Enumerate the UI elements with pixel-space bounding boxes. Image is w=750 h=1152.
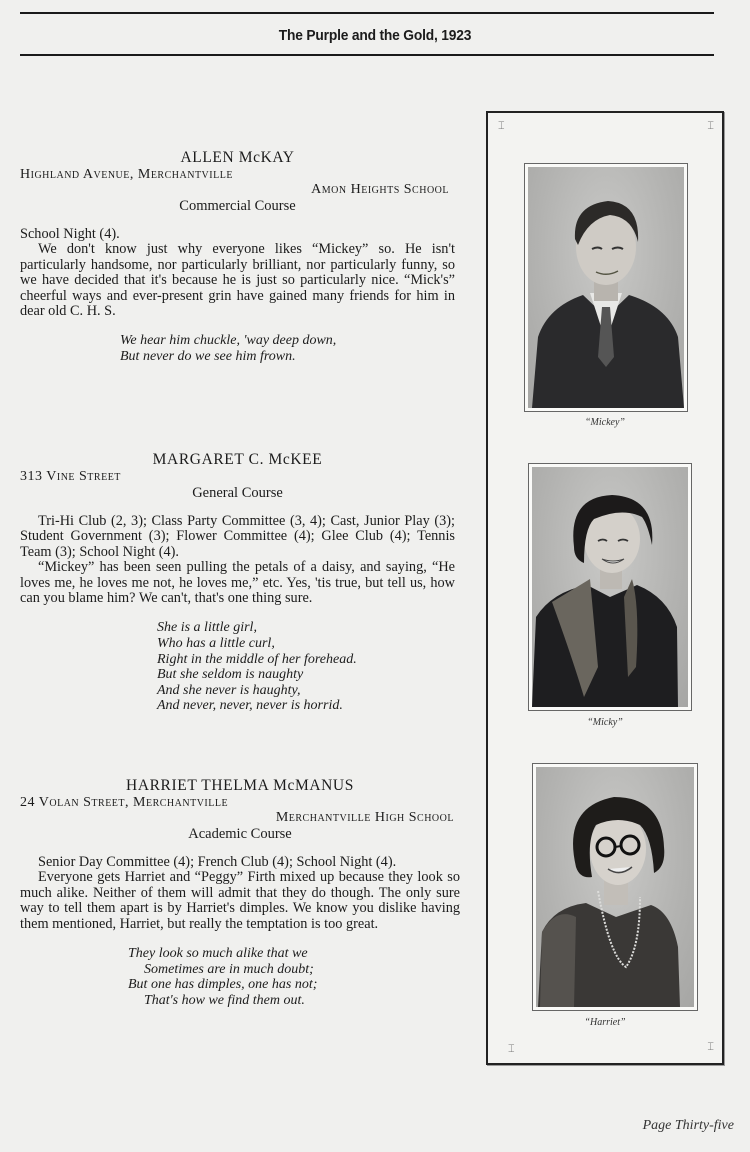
- portrait-photo-margaret-mckee: [528, 463, 692, 711]
- portrait-photo-harriet-mcmanus: [532, 763, 698, 1011]
- bio-paragraph: We don't know just why everyone likes “Mickey” so. He isn't particularly handsome, nor particularly brilliant, nor particularly funny, so we have decided that it's because he is just so particularly nice. “Mick's” cheerful ways and ever-present grin have gained many friends for him in dear old C. H. S.: [20, 241, 455, 320]
- poem-line: And never, never, never is horrid.: [157, 698, 343, 714]
- poem-line: Who has a little curl,: [157, 636, 275, 652]
- senior-entry-harriet-mcmanus: [20, 776, 460, 1008]
- poem-line: But one has dimples, one has not;: [128, 977, 318, 993]
- previous-school: Amon Heights School: [311, 182, 449, 197]
- student-course: Commercial Course: [179, 198, 296, 214]
- woman-glasses-portrait-icon: [536, 767, 694, 1007]
- previous-school: Merchantville High School: [275, 810, 454, 825]
- poem-line: Right in the middle of her forehead.: [157, 651, 357, 667]
- header-rule-top: [20, 12, 714, 14]
- student-address: 24 Volan Street, Merchantville: [20, 795, 229, 810]
- student-name: MARGARET C. McKEE: [152, 451, 323, 468]
- bio-paragraph: Everyone gets Harriet and “Peggy” Firth mixed up because they look so much alike. Neither of them will admit that they do though. The only sure way to tell them apart is by Harriet's dimples. We know you dislike having them mentioned, Harriet, but really the temptation is too great.: [20, 869, 460, 932]
- senior-entry-margaret-mckee: [20, 450, 455, 714]
- portrait-image: [532, 467, 688, 707]
- corner-ornament-icon: ⌶: [707, 1041, 714, 1053]
- poem-line: She is a little girl,: [157, 620, 257, 636]
- photo-caption: “Micky”: [587, 717, 623, 728]
- poem: [20, 946, 460, 1008]
- portrait-image: [528, 167, 684, 408]
- poem-line: That's how we find them out.: [144, 992, 305, 1008]
- activities-paragraph: Senior Day Committee (4); French Club (4); School Night (4).: [38, 854, 397, 870]
- student-name: HARRIET THELMA McMANUS: [126, 777, 354, 794]
- corner-ornament-icon: ⌶: [498, 120, 505, 132]
- poem: [20, 620, 455, 714]
- activities-paragraph: School Night (4).: [20, 226, 120, 242]
- student-name: ALLEN McKAY: [180, 149, 295, 166]
- poem-line: But never do we see him frown.: [120, 349, 296, 365]
- poem-line: We hear him chuckle, 'way deep down,: [120, 333, 337, 349]
- corner-ornament-icon: ⌶: [508, 1043, 515, 1055]
- activities-paragraph: Tri-Hi Club (2, 3); Class Party Committee (3, 4); Cast, Junior Play (3); Student Government (3); Flower Committee (4); Glee Club (4); Tennis Team (3); School Night (4).: [20, 513, 455, 560]
- student-course: General Course: [192, 485, 283, 501]
- man-portrait-icon: [528, 167, 684, 408]
- poem: [20, 333, 455, 364]
- senior-entry-allen-mckay: [20, 148, 455, 365]
- page-number: Page Thirty-five: [642, 1118, 734, 1133]
- photo-caption: “Harriet”: [584, 1017, 626, 1028]
- header-rule-bottom: [20, 54, 714, 56]
- poem-line: They look so much alike that we: [128, 946, 308, 962]
- poem-line: And she never is haughty,: [157, 682, 301, 698]
- poem-line: Sometimes are in much doubt;: [144, 961, 314, 977]
- student-address: 313 Vine Street: [20, 469, 121, 484]
- woman-portrait-icon: [532, 467, 688, 707]
- poem-line: But she seldom is naughty: [157, 667, 304, 683]
- portrait-image: [536, 767, 694, 1007]
- photo-caption: “Mickey”: [585, 417, 625, 428]
- student-course: Academic Course: [188, 826, 292, 842]
- running-head-title: The Purple and the Gold, 1923: [278, 27, 472, 44]
- portrait-photo-allen-mckay: [524, 163, 688, 412]
- student-address: Highland Avenue, Merchantville: [20, 167, 233, 182]
- corner-ornament-icon: ⌶: [707, 120, 714, 132]
- photo-panel: [486, 111, 724, 1065]
- bio-paragraph: “Mickey” has been seen pulling the petals of a daisy, and saying, “He loves me, he loves me not, he loves me,” etc. Yes, 'tis true, but tell us, how can you blame him? We can't, that's one thing sure.: [20, 559, 455, 607]
